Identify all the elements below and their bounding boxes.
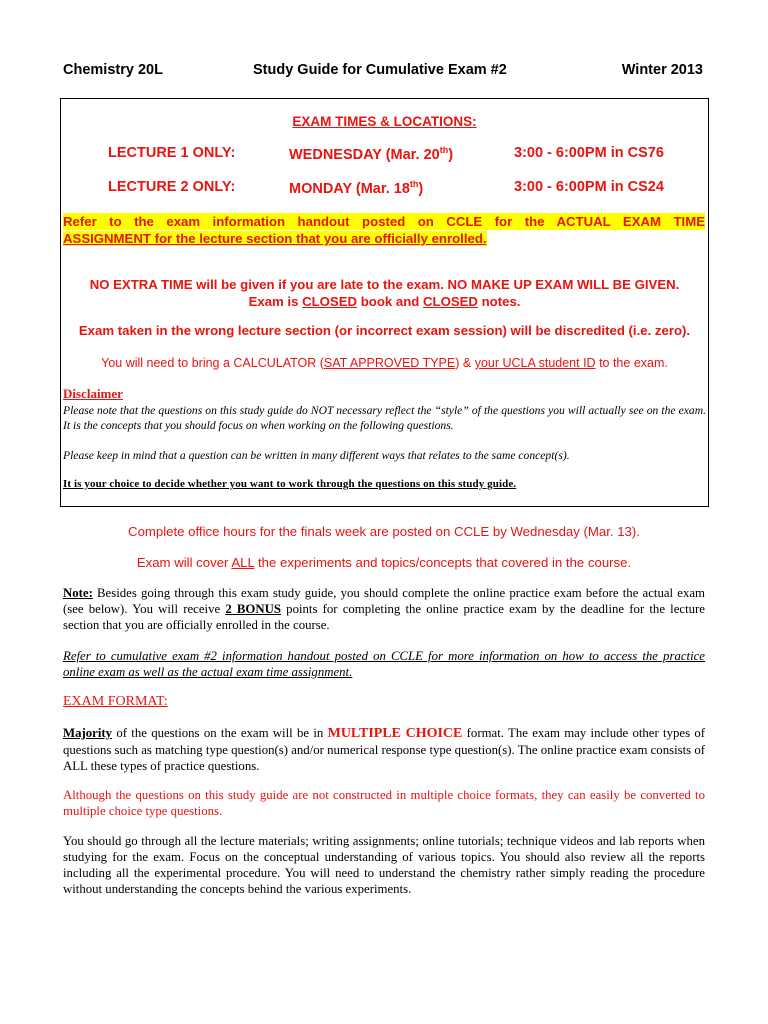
calculator-notice: You will need to bring a CALCULATOR (SAT APPROVED TYPE) & your UCLA student ID to the exam. bbox=[101, 356, 668, 370]
disclaimer-text-1: Please note that the questions on this study guide do NOT necessary reflect the “style” of the questions you will actually see on the exam. It is the concepts that you should focus on when working on the following questions. bbox=[63, 404, 706, 432]
wrong-section-notice: Exam taken in the wrong lecture section (or incorrect exam session) will be discredited (i.e. zero). bbox=[78, 323, 691, 338]
refer-cumulative-paragraph: Refer to cumulative exam #2 information handout posted on CCLE for more information on how to access the practice online exam as well as the actual exam time assignment. bbox=[63, 649, 705, 679]
lecture-1-day: WEDNESDAY (Mar. 20th) bbox=[289, 145, 454, 163]
although-paragraph: Although the questions on this study guide are not constructed in multiple choice formats, they can easily be converted to multiple choice type questions. bbox=[63, 788, 705, 818]
exam-times-title: EXAM TIMES & LOCATIONS: bbox=[292, 114, 477, 129]
lecture-2-time: 3:00 - 6:00PM in CS24 bbox=[514, 179, 664, 195]
lecture-2-label: LECTURE 2 ONLY: bbox=[108, 179, 236, 195]
disclaimer-text-2: Please keep in mind that a question can be written in many different ways that relates to the same concept(s). bbox=[63, 449, 570, 462]
lecture-1-time: 3:00 - 6:00PM in CS76 bbox=[514, 145, 664, 161]
study-advice-paragraph: You should go through all the lecture materials; writing assignments; online tutorials; technique videos and lab reports when studying for the exam. Focus on the conceptual understanding of various topics. You should also review all the reports including all the experimental procedure. You will need to understand the chemistry rather simply reading the procedure without understanding the concepts behind the various experiments. bbox=[63, 834, 705, 896]
study-guide-choice: It is your choice to decide whether you want to work through the questions on this study guide. bbox=[63, 478, 517, 490]
document-title: Study Guide for Cumulative Exam #2 bbox=[253, 62, 507, 78]
exam-coverage-notice: Exam will cover ALL the experiments and topics/concepts that covered in the course. bbox=[136, 555, 632, 570]
note-paragraph: Note: Besides going through this exam study guide, you should complete the online practice exam before the actual exam (see below). You will receive 2 BONUS points for completing the online practice exam by the deadline for the lecture section that you are officially enrolled in the course. bbox=[63, 586, 705, 632]
disclaimer-title: Disclaimer bbox=[63, 386, 123, 401]
no-extra-time-notice: NO EXTRA TIME will be given if you are late to the exam. NO MAKE UP EXAM WILL BE GIVEN. Exam is CLOSED book and CLOSED notes. bbox=[89, 277, 680, 309]
term: Winter 2013 bbox=[621, 62, 703, 78]
exam-info-box bbox=[60, 98, 709, 507]
exam-format-title: EXAM FORMAT: bbox=[63, 694, 168, 709]
refer-exam-handout: Refer to the exam information handout posted on CCLE for the ACTUAL EXAM TIME ASSIGNMENT for the lecture section that you are officially enrolled. bbox=[63, 214, 705, 246]
document-header bbox=[63, 62, 703, 82]
course-name: Chemistry 20L bbox=[63, 62, 163, 78]
office-hours-notice: Complete office hours for the finals week are posted on CCLE by Wednesday (Mar. 13). bbox=[128, 524, 640, 539]
lecture-2-day: MONDAY (Mar. 18th) bbox=[289, 179, 424, 197]
lecture-1-label: LECTURE 1 ONLY: bbox=[108, 145, 236, 161]
majority-paragraph: Majority of the questions on the exam will be in MULTIPLE CHOICE format. The exam may include other types of questions such as matching type question(s) and/or numerical response type question(s). The online practice exam consists of ALL these types of practice questions. bbox=[63, 726, 705, 773]
